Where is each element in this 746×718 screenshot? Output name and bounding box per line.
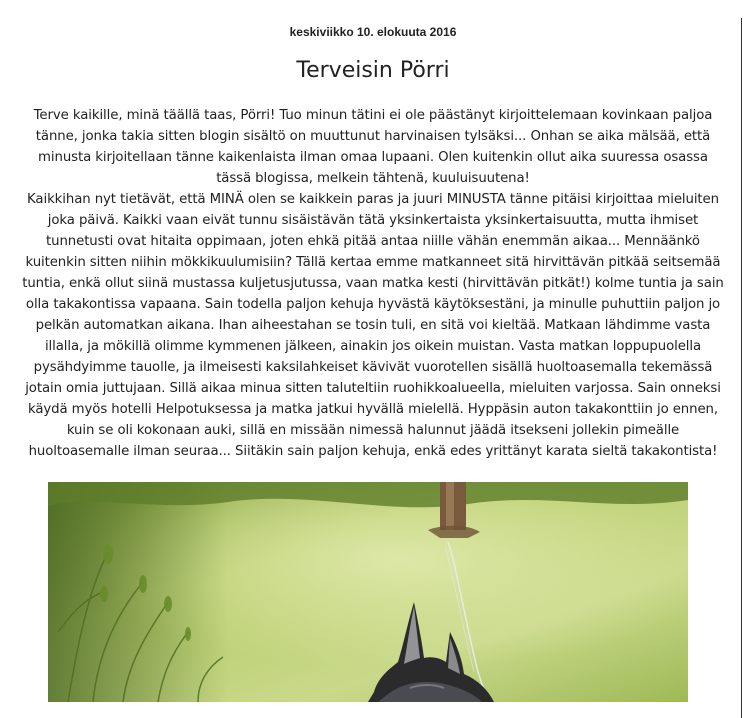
post-body bbox=[22, 105, 724, 462]
photo-shade bbox=[48, 482, 228, 702]
post-title[interactable]: Terveisin Pörri bbox=[296, 58, 450, 83]
post-date: keskiviikko 10. elokuuta 2016 bbox=[289, 25, 457, 39]
sidebar-divider bbox=[741, 18, 742, 718]
post-photo-dog-on-grass[interactable] bbox=[48, 482, 688, 702]
post-paragraph-2: Kaikkihan nyt tietävät, että MINÄ olen se kaikkein paras ja juuri MINUSTA tänne pitäisi kirjoittaa mieluiten joka päivä. Kaikki vaan eivät tunnu sisäistävän tätä yksinkertaista yksinkertaisuutta, mutta ihmiset tunnetusti ovat hitaita oppimaan, joten ehkä pitää antaa niille vähän enemmän aikaa... Mennäänkö kuitenkin sitten niihin mökkikuulumisiin? Tällä kertaa emme matkanneet sitä hirvittävän pitkää seitsemää tuntia, enkä ollut siinä mustassa kuljetusjutussa, vaan matka kesti (hirvittävän pitkät!) kolme tuntia ja sain olla takakontissa vapaana. Sain todella paljon kehuja hyvästä käytöksestäni, ja minulle puhuttiin paljon jo pelkän automatkan aikana. Ihan aiheestahan se tosin tuli, en sitä voi kieltää. Matkaan lähdimme vasta illalla, ja mökillä olimme kymmenen jälkeen, ainakin jos oikein muistan. Vasta matkan loppupuolella pysähdyimme tauolle, ja ilmeisesti kaksilahkeiset kävivät vuorotellen sisällä huoltoasemalla tekemässä jotain omia juttujaan. Sillä aikaa minua sitten taluteltiin ruohikkoalueella, mieluiten varjossa. Sain onneksi käydä myös hotelli Helpotuksessa ja matka jatkui hyvällä mielellä. Hyppäsin auton takakonttiin jo ennen, kuin se oli kokonaan auki, sillä en missään nimessä halunnut jäädä itsekseni jollekin pimeälle huoltoasemalle ilman seuraa... Siitäkin sain paljon kehuja, enkä edes yrittänyt karata sieltä takakontista! bbox=[22, 192, 724, 459]
post-paragraph-1: Terve kaikille, minä täällä taas, Pörri! Tuo minun tätini ei ole päästänyt kirjoittelemaan kovinkaan paljoa tänne, jonka takia sitten blogin sisältö on muuttunut harvinaisen tylsäksi... Onhan se aika mälsää, että minusta kirjoitellaan tänne kaikenlaista ilman omaa lupaani. Olen kuitenkin ollut aika suuressa osassa tässä blogissa, melkein tähtenä, kuuluisuutena! bbox=[33, 108, 713, 186]
